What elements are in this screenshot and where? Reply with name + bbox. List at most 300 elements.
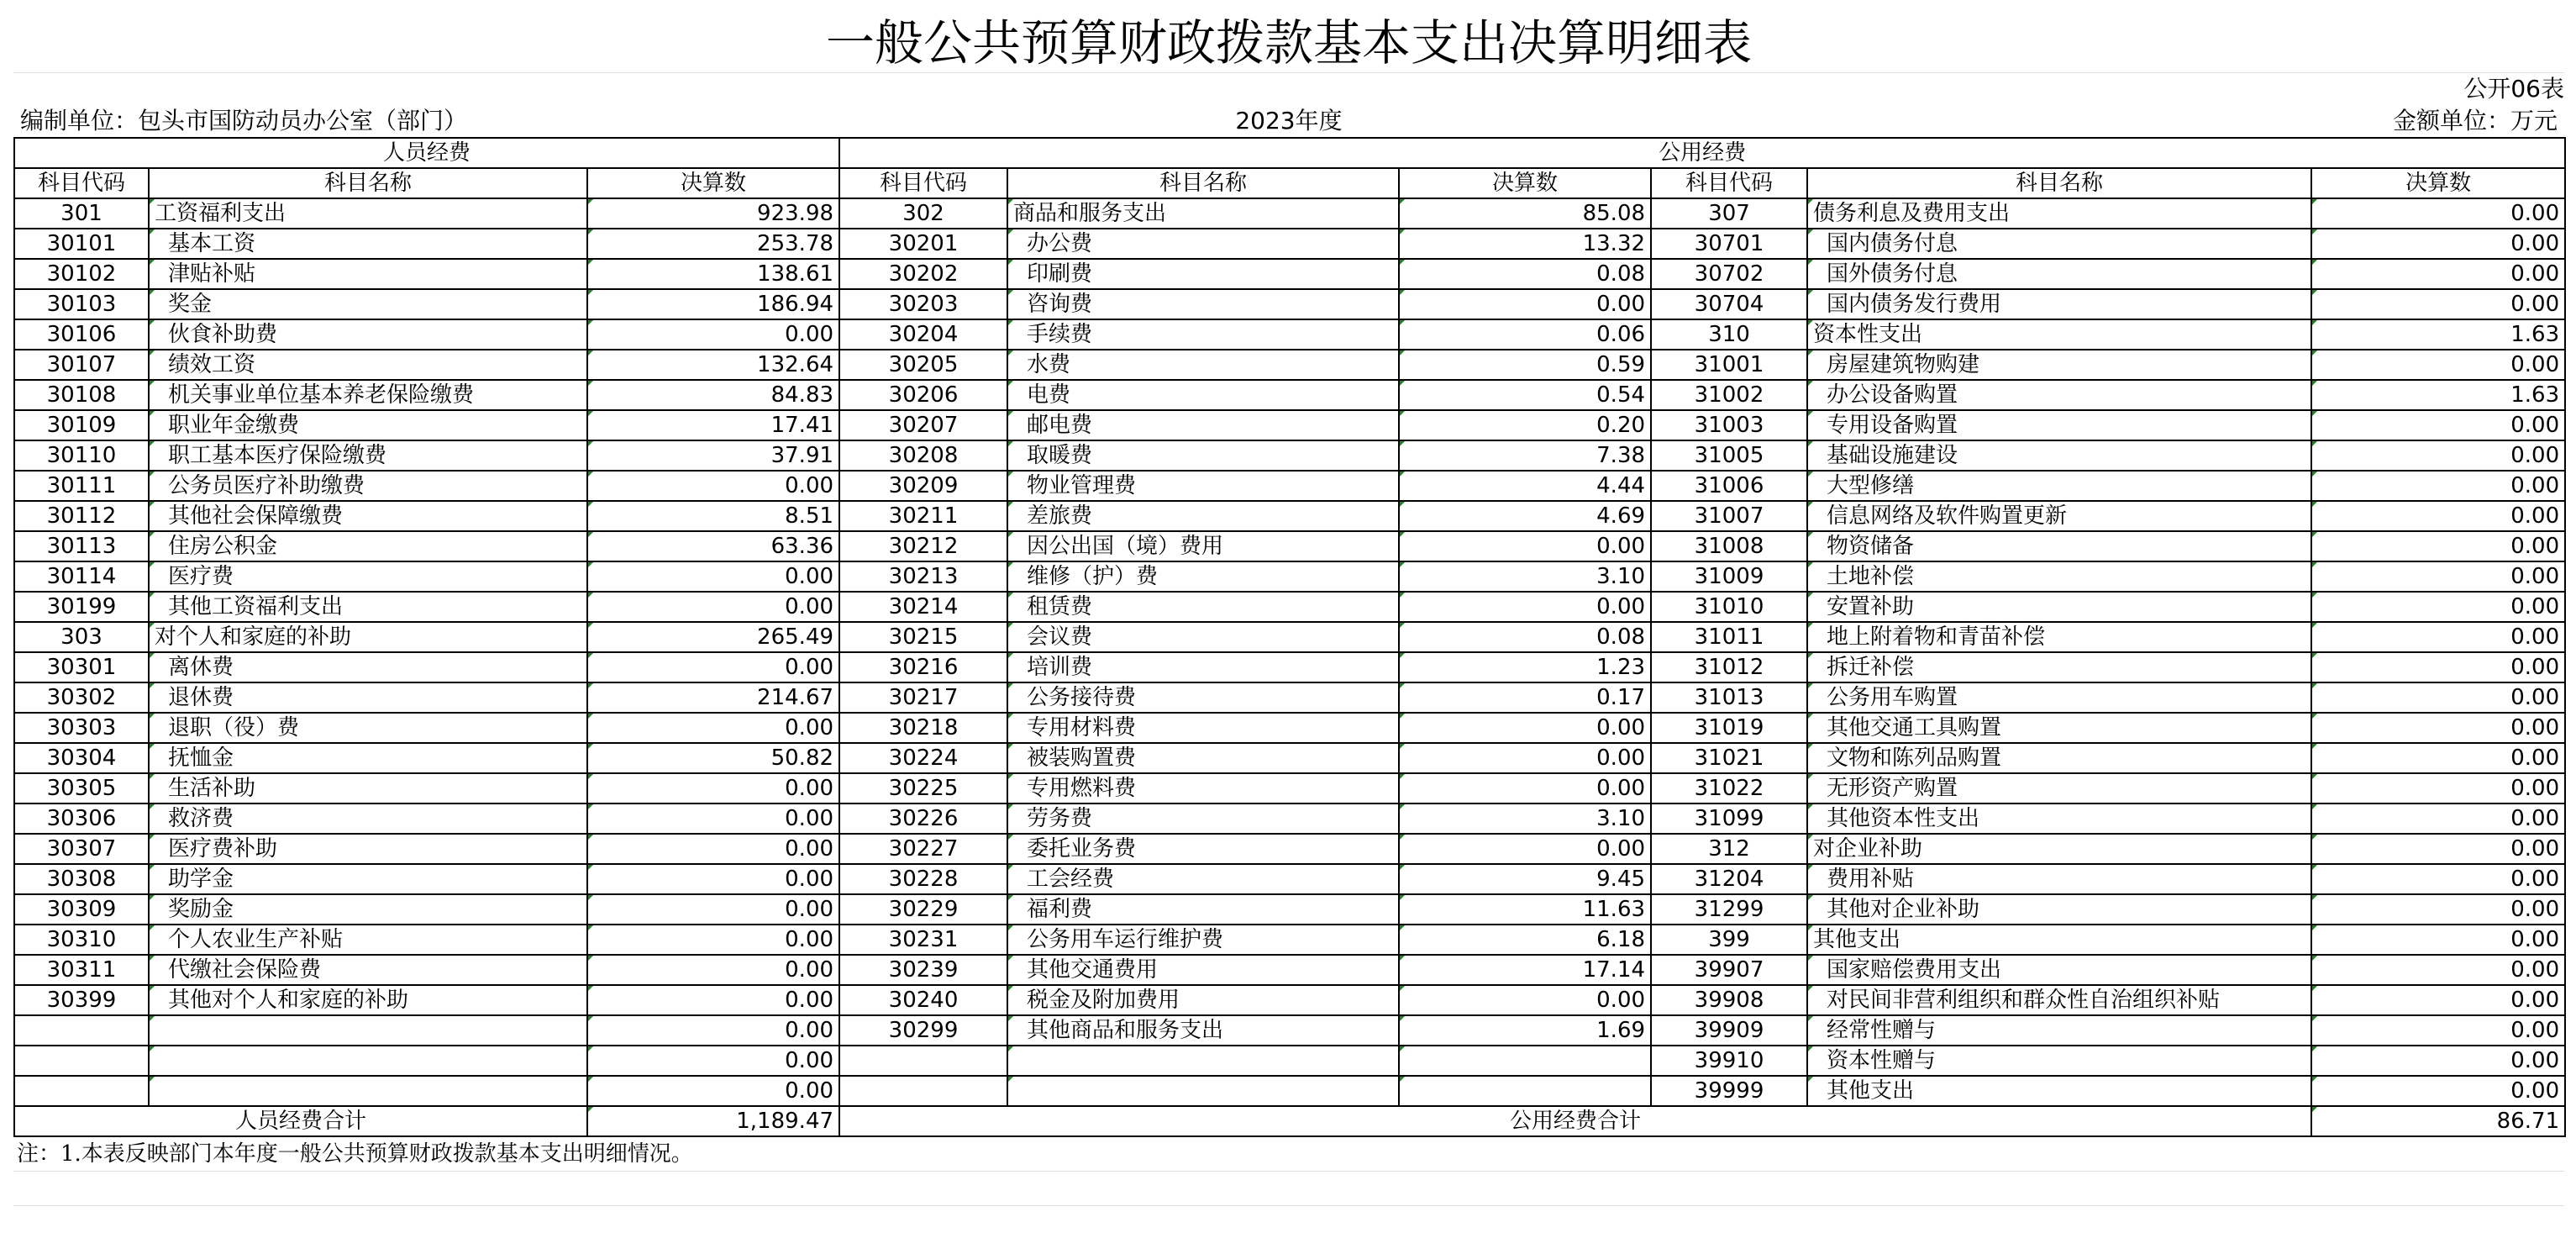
subject-code: 30227 [839,834,1007,864]
personnel-total-value: 1,189.47 [587,1106,839,1136]
amount: 0.00 [1399,773,1651,804]
subject-name: 被装购置费 [1007,743,1399,773]
subject-name: 因公出国（境）费用 [1007,531,1399,561]
subject-code: 30209 [839,471,1007,501]
subject-name: 房屋建筑物购建 [1807,350,2311,380]
amount: 3.10 [1399,804,1651,834]
subject-name: 医疗费补助 [149,834,587,864]
amount: 4.69 [1399,501,1651,531]
amount: 0.00 [1399,713,1651,743]
subject-name: 办公费 [1007,229,1399,259]
subject-name: 机关事业单位基本养老保险缴费 [149,380,587,410]
table-row [14,652,2565,682]
subject-name: 其他社会保障缴费 [149,501,587,531]
subject-code: 30103 [14,289,149,319]
table-row [14,804,2565,834]
col-amount: 决算数 [1399,168,1651,198]
subject-code: 30218 [839,713,1007,743]
table-row [14,592,2565,622]
amount-unit: 金额单位：万元 [2392,107,2558,134]
subject-code: 30207 [839,410,1007,440]
subject-name: 公务接待费 [1007,682,1399,713]
amount: 0.00 [2311,743,2565,773]
subject-name: 费用补贴 [1807,864,2311,894]
subject-code: 39999 [1651,1076,1807,1106]
subject-name: 债务利息及费用支出 [1807,198,2311,229]
subject-code [839,1046,1007,1076]
blank-row [13,1172,2564,1206]
subject-name: 对个人和家庭的补助 [149,622,587,652]
subject-code [14,1046,149,1076]
table-row [14,531,2565,561]
subject-code: 30299 [839,1015,1007,1046]
table-row [14,1076,2565,1106]
subject-code: 30199 [14,592,149,622]
subject-name: 抚恤金 [149,743,587,773]
subject-code [14,1015,149,1046]
subject-code: 31019 [1651,713,1807,743]
table-row [14,198,2565,229]
subject-code: 30204 [839,319,1007,350]
subject-name: 国内债务付息 [1807,229,2311,259]
amount: 0.00 [2311,198,2565,229]
subject-name: 对企业补助 [1807,834,2311,864]
amount: 0.54 [1399,380,1651,410]
amount: 0.08 [1399,259,1651,289]
subject-name: 国家赔偿费用支出 [1807,955,2311,985]
subject-name: 税金及附加费用 [1007,985,1399,1015]
subject-code: 31299 [1651,894,1807,925]
amount: 0.00 [587,834,839,864]
subject-name: 其他交通工具购置 [1807,713,2311,743]
col-code: 科目代码 [839,168,1007,198]
subject-name: 专用设备购置 [1807,410,2311,440]
subject-name: 职工基本医疗保险缴费 [149,440,587,471]
subject-code: 31011 [1651,622,1807,652]
amount: 0.00 [2311,622,2565,652]
amount: 138.61 [587,259,839,289]
subject-code: 31010 [1651,592,1807,622]
subject-name: 个人农业生产补贴 [149,925,587,955]
reporting-unit: 编制单位：包头市国防动员办公室（部门） [20,107,468,134]
amount: 186.94 [587,289,839,319]
amount: 0.00 [2311,834,2565,864]
subject-name: 维修（护）费 [1007,561,1399,592]
table-row [14,682,2565,713]
table-row [14,501,2565,531]
amount: 0.00 [2311,561,2565,592]
col-name: 科目名称 [1007,168,1399,198]
table-row [14,440,2565,471]
subject-name: 奖金 [149,289,587,319]
table-row [14,985,2565,1015]
amount: 0.00 [587,713,839,743]
subject-name: 商品和服务支出 [1007,198,1399,229]
amount: 9.45 [1399,864,1651,894]
subject-name [1007,1046,1399,1076]
subject-code: 30309 [14,894,149,925]
subject-code: 312 [1651,834,1807,864]
subject-name: 安置补助 [1807,592,2311,622]
subject-name: 培训费 [1007,652,1399,682]
subject-name: 专用材料费 [1007,713,1399,743]
table-row [14,289,2565,319]
subject-code: 30302 [14,682,149,713]
subject-name: 退职（役）费 [149,713,587,743]
subject-name: 信息网络及软件购置更新 [1807,501,2311,531]
amount: 0.00 [2311,350,2565,380]
subject-name: 公务员医疗补助缴费 [149,471,587,501]
subject-name: 退休费 [149,682,587,713]
subject-name: 公务用车运行维护费 [1007,925,1399,955]
subject-code: 30107 [14,350,149,380]
amount: 0.00 [587,1046,839,1076]
subject-name [149,1046,587,1076]
subject-code: 31204 [1651,864,1807,894]
subject-code: 30240 [839,985,1007,1015]
subject-name: 基础设施建设 [1807,440,2311,471]
amount: 0.08 [1399,622,1651,652]
subject-code: 30229 [839,894,1007,925]
subject-name: 国外债务付息 [1807,259,2311,289]
subject-name: 咨询费 [1007,289,1399,319]
subject-code: 31021 [1651,743,1807,773]
subject-name: 委托业务费 [1007,834,1399,864]
table-row [14,1015,2565,1046]
amount: 0.59 [1399,350,1651,380]
totals-row [14,1106,2565,1136]
subject-code: 310 [1651,319,1807,350]
col-name: 科目名称 [1807,168,2311,198]
subject-code: 30308 [14,864,149,894]
table-row [14,894,2565,925]
subject-code: 30217 [839,682,1007,713]
amount: 17.41 [587,410,839,440]
subject-code [14,1076,149,1106]
amount: 17.14 [1399,955,1651,985]
subject-code: 39908 [1651,985,1807,1015]
subject-code: 30201 [839,229,1007,259]
amount: 0.00 [587,925,839,955]
footnote: 注：1.本表反映部门本年度一般公共预算财政拨款基本支出明细情况。 [13,1137,2564,1172]
table-row [14,925,2565,955]
subject-code: 307 [1651,198,1807,229]
subject-name: 地上附着物和青苗补偿 [1807,622,2311,652]
amount: 132.64 [587,350,839,380]
subject-code: 31007 [1651,501,1807,531]
table-row [14,743,2565,773]
subject-name: 福利费 [1007,894,1399,925]
amount: 0.00 [2311,410,2565,440]
personnel-total-label: 人员经费合计 [14,1106,587,1136]
subject-name: 文物和陈列品购置 [1807,743,2311,773]
subject-code: 31022 [1651,773,1807,804]
subject-name: 物业管理费 [1007,471,1399,501]
col-amount: 决算数 [2311,168,2565,198]
subject-name: 津贴补贴 [149,259,587,289]
section-header-row [14,138,2565,168]
section-public: 公用经费 [839,138,2565,168]
col-code: 科目代码 [1651,168,1807,198]
amount: 0.00 [587,864,839,894]
subject-name: 医疗费 [149,561,587,592]
subject-code: 30701 [1651,229,1807,259]
amount: 0.00 [2311,894,2565,925]
subject-name: 其他支出 [1807,1076,2311,1106]
amount: 0.00 [1399,592,1651,622]
subject-name: 水费 [1007,350,1399,380]
amount: 4.44 [1399,471,1651,501]
subject-code [839,1076,1007,1106]
subject-code: 30214 [839,592,1007,622]
amount: 0.00 [1399,743,1651,773]
subject-name: 救济费 [149,804,587,834]
subject-code: 30110 [14,440,149,471]
amount: 1.63 [2311,380,2565,410]
subject-name: 基本工资 [149,229,587,259]
subject-code: 31002 [1651,380,1807,410]
subject-name: 印刷费 [1007,259,1399,289]
subject-name: 代缴社会保险费 [149,955,587,985]
table-row [14,319,2565,350]
amount: 0.00 [2311,531,2565,561]
amount: 0.00 [2311,1076,2565,1106]
amount: 8.51 [587,501,839,531]
amount: 11.63 [1399,894,1651,925]
col-amount: 决算数 [587,168,839,198]
unit-row [13,105,2564,137]
subject-code: 30212 [839,531,1007,561]
amount: 0.00 [587,804,839,834]
subject-code: 30311 [14,955,149,985]
subject-code: 30226 [839,804,1007,834]
subject-name: 其他商品和服务支出 [1007,1015,1399,1046]
form-number: 公开06表 [2463,75,2564,103]
subject-name: 劳务费 [1007,804,1399,834]
subject-name: 助学金 [149,864,587,894]
table-row [14,622,2565,652]
amount: 0.00 [587,561,839,592]
expenditure-table [13,137,2566,1137]
subject-code: 303 [14,622,149,652]
column-header-row [14,168,2565,198]
table-row [14,229,2565,259]
table-row [14,471,2565,501]
subject-code: 30109 [14,410,149,440]
amount: 0.00 [2311,501,2565,531]
subject-code: 30216 [839,652,1007,682]
subject-code: 30305 [14,773,149,804]
amount: 0.00 [1399,985,1651,1015]
subject-name: 职业年金缴费 [149,410,587,440]
subject-code: 31013 [1651,682,1807,713]
subject-code: 39907 [1651,955,1807,985]
amount: 0.06 [1399,319,1651,350]
subject-code: 30310 [14,925,149,955]
subject-code: 30102 [14,259,149,289]
subject-name [149,1076,587,1106]
subject-code: 31003 [1651,410,1807,440]
table-row [14,380,2565,410]
subject-code: 30113 [14,531,149,561]
amount: 7.38 [1399,440,1651,471]
amount: 0.00 [2311,804,2565,834]
amount: 0.00 [2311,440,2565,471]
subject-name: 国内债务发行费用 [1807,289,2311,319]
table-row [14,773,2565,804]
form-number-row [13,73,2564,105]
subject-code: 30307 [14,834,149,864]
amount: 214.67 [587,682,839,713]
subject-name: 租赁费 [1007,592,1399,622]
subject-name: 专用燃料费 [1007,773,1399,804]
subject-code: 30213 [839,561,1007,592]
subject-name: 邮电费 [1007,410,1399,440]
amount: 923.98 [587,198,839,229]
table-row [14,713,2565,743]
subject-code: 31005 [1651,440,1807,471]
amount: 0.00 [2311,682,2565,713]
subject-code: 30215 [839,622,1007,652]
amount: 0.20 [1399,410,1651,440]
subject-name: 绩效工资 [149,350,587,380]
amount: 0.00 [587,1076,839,1106]
subject-name: 拆迁补偿 [1807,652,2311,682]
amount: 0.00 [587,1015,839,1046]
amount: 13.32 [1399,229,1651,259]
amount: 0.00 [2311,864,2565,894]
subject-code: 30304 [14,743,149,773]
amount: 0.00 [2311,773,2565,804]
amount: 0.17 [1399,682,1651,713]
amount: 0.00 [587,955,839,985]
subject-name: 工资福利支出 [149,198,587,229]
subject-code: 30206 [839,380,1007,410]
subject-name [149,1015,587,1046]
subject-code: 30224 [839,743,1007,773]
amount: 0.00 [587,985,839,1015]
subject-code: 30399 [14,985,149,1015]
amount: 6.18 [1399,925,1651,955]
amount: 0.00 [2311,652,2565,682]
amount: 265.49 [587,622,839,652]
amount: 0.00 [587,592,839,622]
table-row [14,350,2565,380]
amount: 0.00 [587,894,839,925]
subject-code: 399 [1651,925,1807,955]
subject-name: 其他资本性支出 [1807,804,2311,834]
section-personnel: 人员经费 [14,138,839,168]
amount: 63.36 [587,531,839,561]
amount: 0.00 [587,319,839,350]
subject-code: 31008 [1651,531,1807,561]
amount: 0.00 [2311,289,2565,319]
amount: 0.00 [587,652,839,682]
subject-code: 30203 [839,289,1007,319]
subject-code: 30301 [14,652,149,682]
subject-name: 其他对个人和家庭的补助 [149,985,587,1015]
subject-name: 会议费 [1007,622,1399,652]
subject-code: 31006 [1651,471,1807,501]
subject-code: 31012 [1651,652,1807,682]
table-row [14,1046,2565,1076]
col-code: 科目代码 [14,168,149,198]
amount: 50.82 [587,743,839,773]
amount: 0.00 [587,471,839,501]
subject-code: 39909 [1651,1015,1807,1046]
subject-name: 资本性支出 [1807,319,2311,350]
subject-code: 30704 [1651,289,1807,319]
table-row [14,259,2565,289]
subject-code: 39910 [1651,1046,1807,1076]
subject-name: 手续费 [1007,319,1399,350]
subject-code: 30111 [14,471,149,501]
table-row [14,955,2565,985]
subject-name: 工会经费 [1007,864,1399,894]
amount: 0.00 [2311,1015,2565,1046]
amount: 0.00 [2311,1046,2565,1076]
amount: 0.00 [2311,955,2565,985]
subject-name: 其他工资福利支出 [149,592,587,622]
amount: 0.00 [1399,531,1651,561]
col-name: 科目名称 [149,168,587,198]
amount: 0.00 [1399,834,1651,864]
subject-code: 30239 [839,955,1007,985]
subject-name: 离休费 [149,652,587,682]
subject-code: 301 [14,198,149,229]
subject-code: 30202 [839,259,1007,289]
subject-name: 资本性赠与 [1807,1046,2311,1076]
subject-code: 31009 [1651,561,1807,592]
amount: 84.83 [587,380,839,410]
table-row [14,561,2565,592]
subject-code: 302 [839,198,1007,229]
subject-name: 其他对企业补助 [1807,894,2311,925]
subject-code: 30225 [839,773,1007,804]
subject-code: 30303 [14,713,149,743]
amount: 85.08 [1399,198,1651,229]
subject-name: 其他交通费用 [1007,955,1399,985]
subject-code: 30205 [839,350,1007,380]
subject-code: 30101 [14,229,149,259]
subject-name: 公务用车购置 [1807,682,2311,713]
amount: 253.78 [587,229,839,259]
subject-code: 30306 [14,804,149,834]
amount: 3.10 [1399,561,1651,592]
subject-code: 30208 [839,440,1007,471]
amount [1399,1076,1651,1106]
table-row [14,834,2565,864]
subject-code: 30108 [14,380,149,410]
amount: 0.00 [2311,985,2565,1015]
subject-name: 其他支出 [1807,925,2311,955]
subject-code: 30211 [839,501,1007,531]
amount: 0.00 [2311,259,2565,289]
amount: 0.00 [587,773,839,804]
subject-code: 30228 [839,864,1007,894]
subject-code: 30231 [839,925,1007,955]
public-total-label: 公用经费合计 [839,1106,2311,1136]
subject-code: 30112 [14,501,149,531]
amount: 0.00 [2311,471,2565,501]
subject-code: 31099 [1651,804,1807,834]
subject-code: 30114 [14,561,149,592]
subject-name: 伙食补助费 [149,319,587,350]
subject-name: 办公设备购置 [1807,380,2311,410]
subject-name: 土地补偿 [1807,561,2311,592]
amount: 1.63 [2311,319,2565,350]
amount: 1.23 [1399,652,1651,682]
